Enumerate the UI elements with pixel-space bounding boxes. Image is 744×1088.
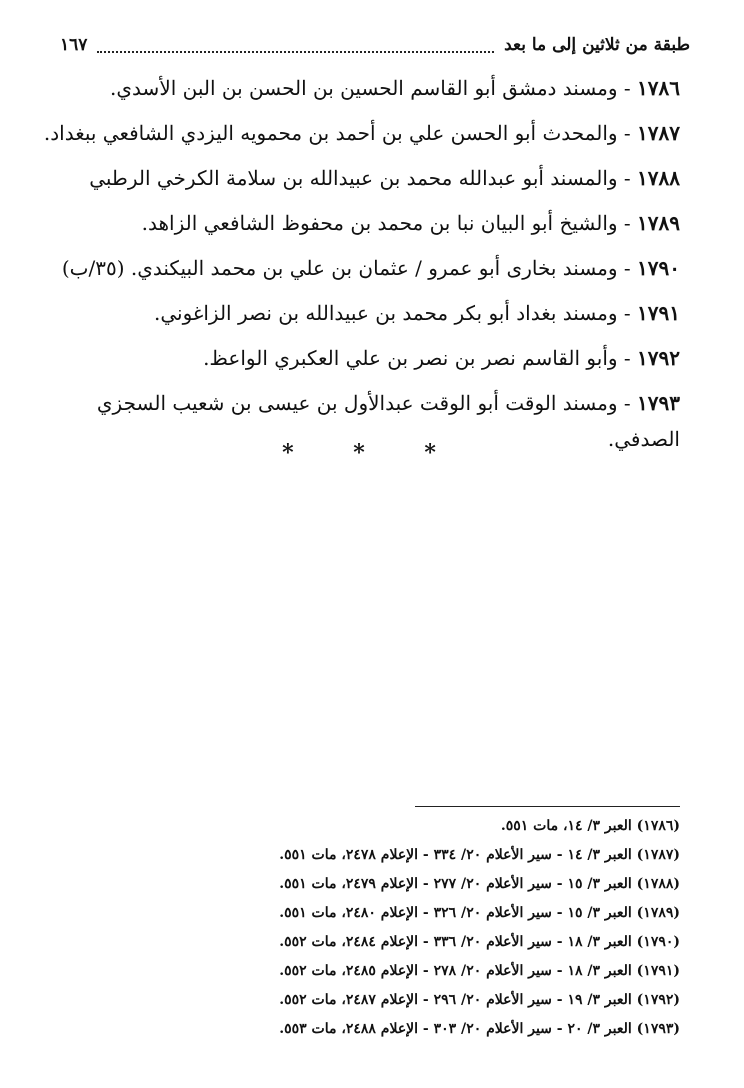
entry-text: ومسند بغداد أبو بكر محمد بن عبيدالله بن نصر الزاغوني. [153,301,618,325]
list-item: ١٧٨٨ - والمسند أبو عبدالله محمد بن عبيدالله بن سلامة الكرخي الرطبي [89,166,680,190]
entry-text: وأبو القاسم نصر بن نصر بن علي العكبري الواعظ. [203,346,618,370]
section-separator: * * * [282,440,462,466]
list-item: ١٧٩٢ - وأبو القاسم نصر بن نصر بن علي العكبري الواعظ. [203,346,680,370]
list-item: ١٧٩٣ - ومسند الوقت أبو الوقت عبدالأول بن عيسى بن شعيب السجزي الصدفي. [96,391,680,451]
list-item: ١٧٨٩ - والشيخ أبو البيان نبا بن محمد بن محفوظ الشافعي الزاهد. [141,211,680,235]
footnote: (١٧٨٩) العبر ٣/ ١٥ - سير الأعلام ٢٠/ ٣٢٦ - الإعلام ٢٤٨٠، مات ٥٥١. [279,905,680,921]
entry-text: ومسند دمشق أبو القاسم الحسين بن الحسن بن البن الأسدي. [110,76,618,100]
entry-number: ١٧٩٠ [637,256,680,280]
footnote: (١٧٨٨) العبر ٣/ ١٥ - سير الأعلام ٢٠/ ٢٧٧ - الإعلام ٢٤٧٩، مات ٥٥١. [279,876,680,892]
entry-number: ١٧٨٨ [637,166,680,190]
entry-list [43,66,680,457]
list-item: ١٧٨٧ - والمحدث أبو الحسن علي بن أحمد بن محمويه اليزدي الشافعي ببغداد. [43,121,680,145]
running-title: طبقة من ثلاثين إلى ما بعد [504,35,690,55]
footnote: (١٧٨٧) العبر ٣/ ١٤ - سير الأعلام ٢٠/ ٣٣٤ - الإعلام ٢٤٧٨، مات ٥٥١. [279,847,680,863]
footnote: (١٧٩١) العبر ٣/ ١٨ - سير الأعلام ٢٠/ ٢٧٨ - الإعلام ٢٤٨٥، مات ٥٥٢. [279,963,680,979]
entry-text: والشيخ أبو البيان نبا بن محمد بن محفوظ الشافعي الزاهد. [141,211,618,235]
footnote: (١٧٩٠) العبر ٣/ ١٨ - سير الأعلام ٢٠/ ٣٣٦ - الإعلام ٢٤٨٤، مات ٥٥٢. [279,934,680,950]
entry-number: ١٧٨٩ [637,211,680,235]
footnote-rule [415,806,680,807]
page-number: ١٦٧ [60,35,88,55]
footnote: (١٧٩٢) العبر ٣/ ١٩ - سير الأعلام ٢٠/ ٢٩٦ - الإعلام ٢٤٨٧، مات ٥٥٢. [279,992,680,1008]
list-item: ١٧٨٦ - ومسند دمشق أبو القاسم الحسين بن الحسن بن البن الأسدي. [110,76,680,100]
entry-number: ١٧٩٢ [637,346,680,370]
entry-text: ومسند بخارى أبو عمرو / عثمان بن علي بن محمد البيكندي. (٣٥/ب) [61,256,618,280]
footnote: (١٧٨٦) العبر ٣/ ١٤، مات ٥٥١. [500,818,680,834]
entry-number: ١٧٩٣ [637,391,680,415]
list-item: ١٧٩٠ - ومسند بخارى أبو عمرو / عثمان بن علي بن محمد البيكندي. (٣٥/ب) [61,256,680,280]
entry-text: ومسند الوقت أبو الوقت عبدالأول بن عيسى بن شعيب السجزي الصدفي. [96,391,680,451]
footnote-list [150,812,680,1044]
footnote: (١٧٩٣) العبر ٣/ ٢٠ - سير الأعلام ٢٠/ ٣٠٣ - الإعلام ٢٤٨٨، مات ٥٥٣. [279,1021,680,1037]
entry-number: ١٧٨٦ [637,76,680,100]
list-item: ١٧٩١ - ومسند بغداد أبو بكر محمد بن عبيدالله بن نصر الزاغوني. [153,301,680,325]
entry-number: ١٧٩١ [637,301,680,325]
entry-text: والمحدث أبو الحسن علي بن أحمد بن محمويه اليزدي الشافعي ببغداد. [43,121,618,145]
entry-text: والمسند أبو عبدالله محمد بن عبيدالله بن سلامة الكرخي الرطبي [89,166,618,190]
entry-number: ١٧٨٧ [637,121,680,145]
running-header [60,30,690,60]
header-leader-dots [97,37,494,53]
